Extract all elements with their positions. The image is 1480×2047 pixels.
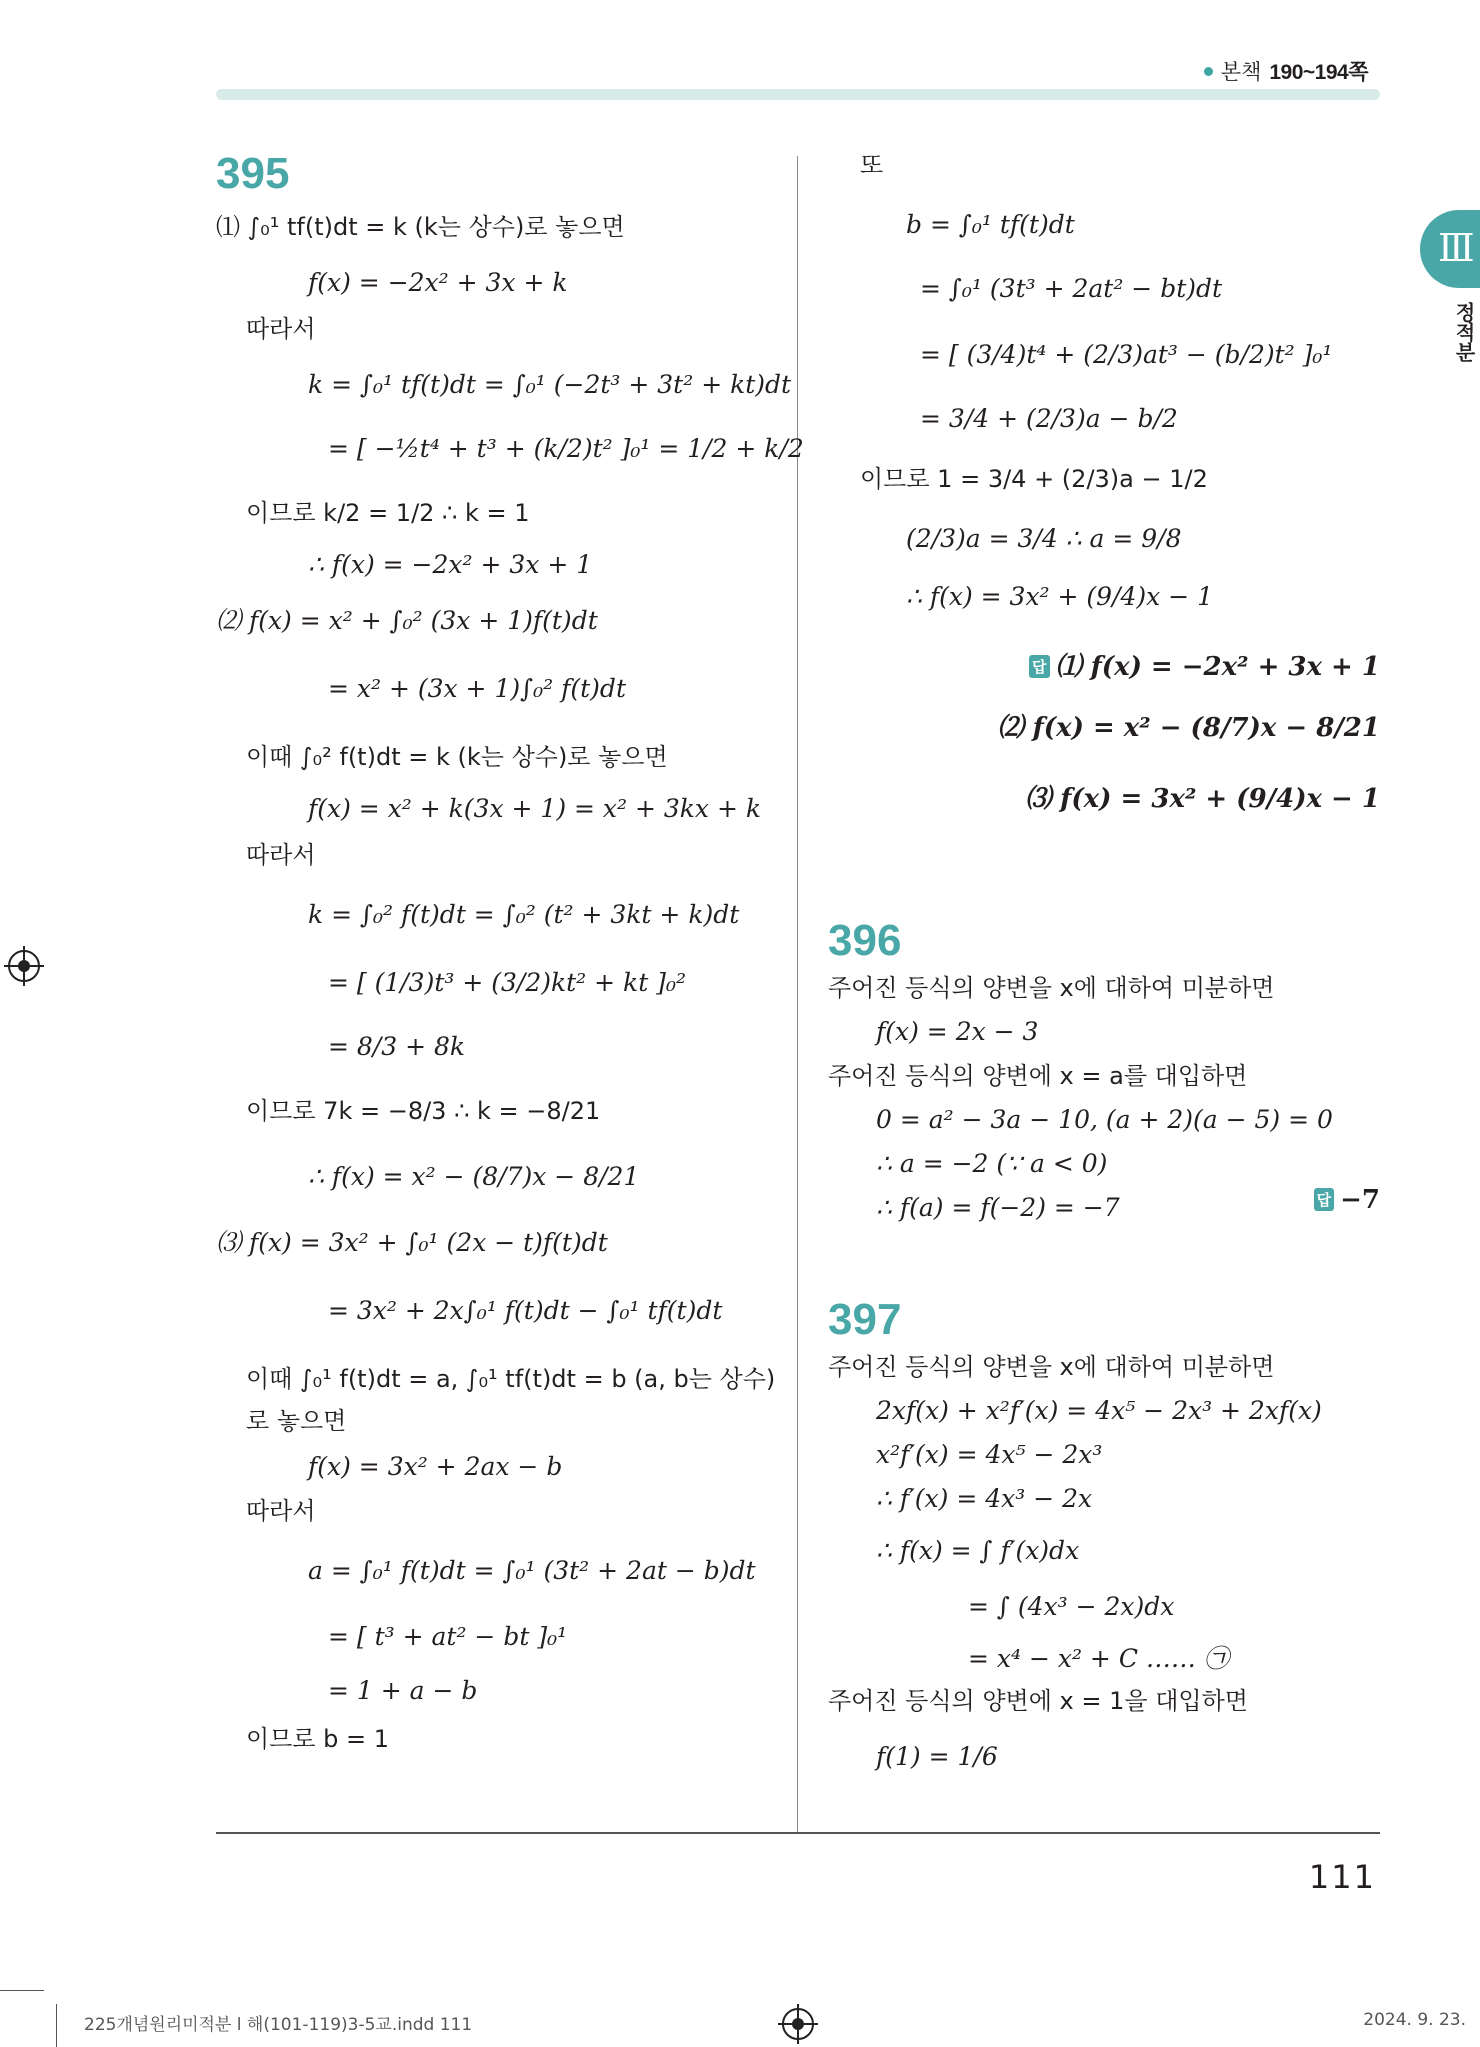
bottom-rule	[216, 1832, 1380, 1834]
page-reference	[1204, 56, 1368, 86]
solution-line: ∴ f′(x) = 4x³ − 2x	[876, 1484, 1093, 1513]
print-file-info: 225개념원리미적분 l 해(101-119)3-5교.indd 111	[84, 2015, 473, 2035]
solution-line: 2xf(x) + x²f′(x) = 4x⁵ − 2x³ + 2xf(x)	[876, 1396, 1322, 1425]
solution-line: (2/3)a = 3/4 ∴ a = 9/8	[906, 524, 1182, 553]
solution-line: 로 놓으면	[246, 1407, 347, 1435]
problem-number-396: 396	[828, 916, 902, 965]
solution-line: = [ (3/4)t⁴ + (2/3)at³ − (b/2)t² ]₀¹	[920, 340, 1333, 369]
solution-line: x²f′(x) = 4x⁵ − 2x³	[876, 1440, 1103, 1469]
solution-line: k = ∫₀¹ tf(t)dt = ∫₀¹ (−2t³ + 3t² + kt)dt	[308, 370, 792, 399]
solution-line: ∴ a = −2 (∵ a < 0)	[876, 1149, 1108, 1178]
answer-line: 답 −7	[1314, 1185, 1380, 1215]
solution-line: = [ (1/3)t³ + (3/2)kt² + kt ]₀²	[328, 968, 686, 997]
answer-badge: 답	[1314, 1188, 1335, 1211]
page-number: 111	[1308, 1858, 1376, 1896]
problem-396	[828, 915, 1380, 1223]
solution-line: b = ∫₀¹ tf(t)dt	[906, 210, 1075, 239]
solution-line: 이때 ∫₀² f(t)dt = k (k는 상수)로 놓으면	[246, 743, 668, 771]
answer-line-1: 답 ⑴ f(x) = −2x² + 3x + 1	[828, 646, 1380, 683]
solution-line: f(x) = x² + k(3x + 1) = x² + 3kx + k	[308, 794, 762, 823]
chapter-tab	[1420, 210, 1480, 288]
solution-line: 따라서	[246, 841, 316, 869]
solution-line: a = ∫₀¹ f(t)dt = ∫₀¹ (3t² + 2at − b)dt	[308, 1556, 756, 1585]
top-decorative-bar	[216, 89, 1380, 100]
solution-line: 이므로 b = 1	[246, 1725, 390, 1753]
solution-line: ∴ f(x) = x² − (8/7)x − 8/21	[308, 1162, 640, 1191]
solution-line: f(1) = 1/6	[876, 1742, 998, 1771]
solution-line: 주어진 등식의 양변에 x = 1을 대입하면	[828, 1687, 1248, 1715]
solution-line: 이때 ∫₀¹ f(t)dt = a, ∫₀¹ tf(t)dt = b (a, b는 상수)	[246, 1365, 776, 1393]
problem-number-395: 395	[216, 149, 290, 198]
page-range: 190~194쪽	[1269, 61, 1368, 84]
book-label: 본책	[1220, 61, 1262, 84]
solution-line: 이므로 7k = −8/3 ∴ k = −8/21	[246, 1097, 601, 1125]
solution-line: 따라서	[246, 315, 316, 343]
solution-line: f(x) = −2x² + 3x + k	[308, 268, 568, 297]
print-date: 2024. 9. 23.	[1363, 2010, 1466, 2030]
solution-line: = [ −½t⁴ + t³ + (k/2)t² ]₀¹ = 1/2 + k/2	[328, 434, 804, 463]
solution-line: ∴ f(a) = f(−2) = −7	[876, 1193, 1120, 1222]
solution-line: = x² + (3x + 1)∫₀² f(t)dt	[328, 674, 626, 703]
solution-line: f(x) = 3x² + 2ax − b	[308, 1452, 563, 1481]
solution-line: = [ t³ + at² − bt ]₀¹	[328, 1622, 568, 1651]
problem-395-left-column	[216, 148, 804, 1754]
solution-line: ∴ f(x) = ∫ f′(x)dx	[876, 1536, 1080, 1565]
problem-number-397: 397	[828, 1295, 902, 1344]
answer-line-2: ⑵ f(x) = x² − (8/7)x − 8/21	[997, 713, 1380, 743]
solution-line: ⑴ ∫₀¹ tf(t)dt = k (k는 상수)로 놓으면	[216, 213, 625, 241]
problem-397	[828, 1294, 1380, 1772]
solution-line: 이므로 k/2 = 1/2 ∴ k = 1	[246, 499, 530, 527]
bullet-dot-icon	[1204, 67, 1213, 76]
solution-line: ⑶ f(x) = 3x² + ∫₀¹ (2x − t)f(t)dt	[216, 1228, 608, 1257]
solution-line: 주어진 등식의 양변을 x에 대하여 미분하면	[828, 974, 1275, 1002]
solution-line: 주어진 등식의 양변에 x = a를 대입하면	[828, 1062, 1248, 1090]
solution-line: = 1 + a − b	[328, 1676, 478, 1705]
column-divider	[797, 156, 798, 1832]
solution-line: 또	[860, 151, 884, 179]
crop-line	[0, 1990, 44, 1991]
problem-395-right-column	[828, 150, 1380, 815]
solution-line: = 8/3 + 8k	[328, 1032, 466, 1061]
solution-line: = x⁴ − x² + C …… ㉠	[968, 1644, 1229, 1673]
registration-mark-icon	[782, 2008, 814, 2040]
solution-line: 이므로 1 = 3/4 + (2/3)a − 1/2	[860, 465, 1208, 493]
solution-line: k = ∫₀² f(t)dt = ∫₀² (t² + 3kt + k)dt	[308, 900, 740, 929]
solution-line: f(x) = 2x − 3	[876, 1017, 1039, 1046]
solution-line: = ∫₀¹ (3t³ + 2at² − bt)dt	[920, 274, 1223, 303]
crop-line	[56, 2004, 57, 2047]
solution-line: ∴ f(x) = −2x² + 3x + 1	[308, 550, 593, 579]
solution-line: ∴ f(x) = 3x² + (9/4)x − 1	[906, 582, 1214, 611]
chapter-numeral: Ⅲ	[1438, 226, 1473, 270]
answer-badge: 답	[1029, 655, 1050, 678]
solution-line: 0 = a² − 3a − 10, (a + 2)(a − 5) = 0	[876, 1105, 1333, 1134]
solution-line: 따라서	[246, 1497, 316, 1525]
solution-line: = ∫ (4x³ − 2x)dx	[968, 1592, 1175, 1621]
solution-line: ⑵ f(x) = x² + ∫₀² (3x + 1)f(t)dt	[216, 606, 598, 635]
solution-line: = 3x² + 2x∫₀¹ f(t)dt − ∫₀¹ tf(t)dt	[328, 1296, 723, 1325]
chapter-name: 정적분	[1452, 302, 1476, 362]
answer-line-3: ⑶ f(x) = 3x² + (9/4)x − 1	[1025, 784, 1380, 814]
solution-line: 주어진 등식의 양변을 x에 대하여 미분하면	[828, 1353, 1275, 1381]
solution-line: = 3/4 + (2/3)a − b/2	[920, 404, 1178, 433]
registration-mark-icon	[8, 950, 40, 982]
